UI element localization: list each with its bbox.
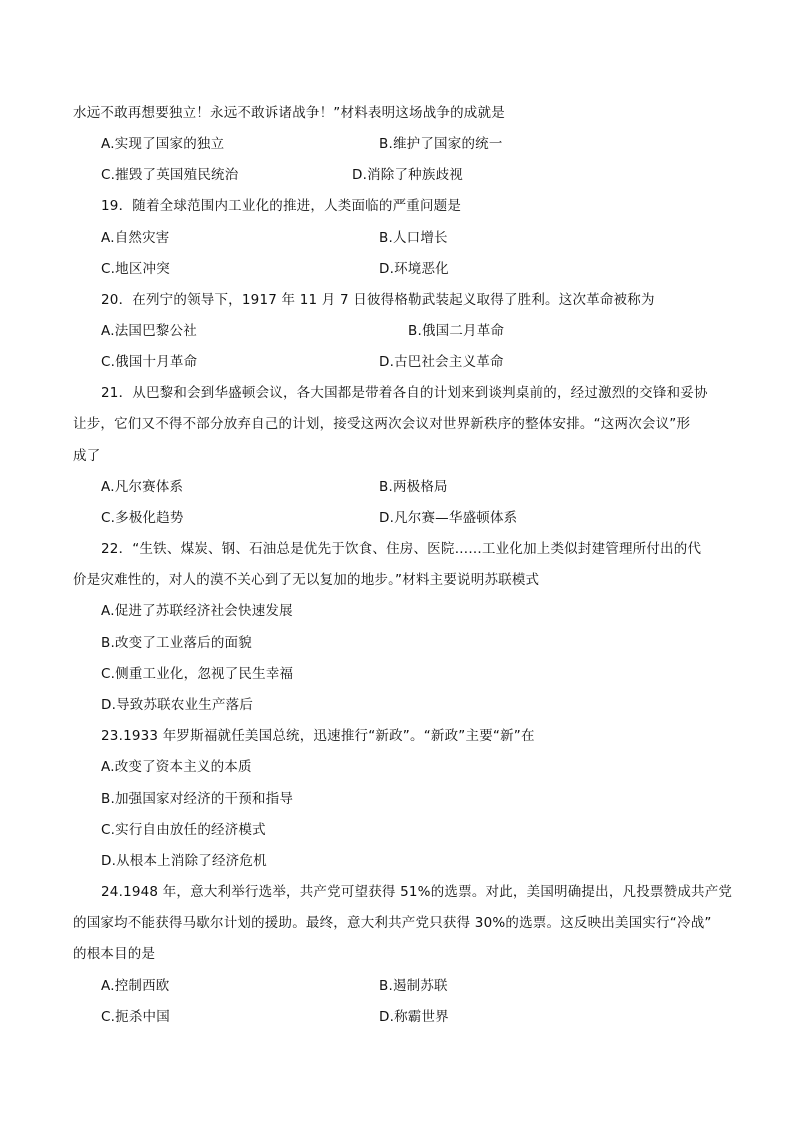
q24-option-b: B.遏制苏联 (379, 978, 448, 994)
q22-option-c: C.侧重工业化，忽视了民生幸福 (101, 666, 294, 682)
q19-option-a: A.自然灾害 (101, 230, 170, 246)
q20-option-b: B.俄国二月革命 (408, 323, 505, 339)
q18-option-a: A.实现了国家的独立 (101, 136, 225, 152)
q20-stem: 20．在列宁的领导下，1917 年 11 月 7 日彼得格勒武装起义取得了胜利。这次革命被称为 (101, 292, 655, 308)
q22-stem-line2: 价是灾难性的，对人的漠不关心到了无以复加的地步。”材料主要说明苏联模式 (73, 572, 540, 588)
q24-stem-line1: 24.1948 年，意大利举行选举，共产党可望获得 51%的选票。对此，美国明确提出，凡投票赞成共产党 (101, 884, 733, 900)
q24-option-d: D.称霸世界 (379, 1009, 449, 1025)
q18-option-d: D.消除了种族歧视 (352, 167, 463, 183)
q23-option-d: D.从根本上消除了经济危机 (101, 853, 267, 869)
q18-stem-continuation: 水远不敢再想要独立！永远不敢诉诸战争！”材料表明这场战争的成就是 (73, 105, 505, 121)
q21-stem-line1: 21．从巴黎和会到华盛顿会议，各大国都是带着各自的计划来到谈判桌前的，经过激烈的交锋和妥协 (101, 385, 708, 401)
q20-option-c: C.俄国十月革命 (101, 354, 198, 370)
q21-stem-line2: 让步，它们又不得不部分放弃自己的计划，接受这两次会议对世界新秩序的整体安排。“这两次会议”形 (73, 416, 691, 432)
q23-stem: 23.1933 年罗斯福就任美国总统，迅速推行“新政”。“新政”主要“新”在 (101, 728, 535, 744)
q23-option-b: B.加强国家对经济的干预和指导 (101, 791, 294, 807)
q19-option-c: C.地区冲突 (101, 261, 170, 277)
q22-stem-line1: 22．“生铁、煤炭、钢、石油总是优先于饮食、住房、医院……工业化加上类似封建管理所付出的代 (101, 541, 702, 557)
q18-option-c: C.摧毁了英国殖民统治 (101, 167, 239, 183)
q23-option-c: C.实行自由放任的经济模式 (101, 822, 266, 838)
q20-option-d: D.古巴社会主义革命 (379, 354, 504, 370)
q24-option-c: C.扼杀中国 (101, 1009, 170, 1025)
q22-option-a: A.促进了苏联经济社会快速发展 (101, 603, 293, 619)
q24-stem-line2: 的国家均不能获得马歇尔计划的援助。最终，意大利共产党只获得 30%的选票。这反映出美国实行“冷战” (73, 915, 712, 931)
q21-option-d: D.凡尔赛—华盛顿体系 (379, 510, 518, 526)
q18-option-b: B.维护了国家的统一 (379, 136, 503, 152)
q21-option-b: B.两极格局 (379, 479, 448, 495)
q24-stem-line3: 的根本目的是 (73, 946, 156, 962)
q21-stem-line3: 成了 (73, 448, 101, 464)
q21-option-a: A.凡尔赛体系 (101, 479, 184, 495)
q22-option-b: B.改变了工业落后的面貌 (101, 635, 252, 651)
q21-option-c: C.多极化趋势 (101, 510, 184, 526)
q24-option-a: A.控制西欧 (101, 978, 170, 994)
q19-option-b: B.人口增长 (379, 230, 448, 246)
q22-option-d: D.导致苏联农业生产落后 (101, 697, 254, 713)
q19-stem: 19．随着全球范围内工业化的推进，人类面临的严重问题是 (101, 198, 462, 214)
q20-option-a: A.法国巴黎公社 (101, 323, 197, 339)
q23-option-a: A.改变了资本主义的本质 (101, 759, 252, 775)
q19-option-d: D.环境恶化 (379, 261, 449, 277)
